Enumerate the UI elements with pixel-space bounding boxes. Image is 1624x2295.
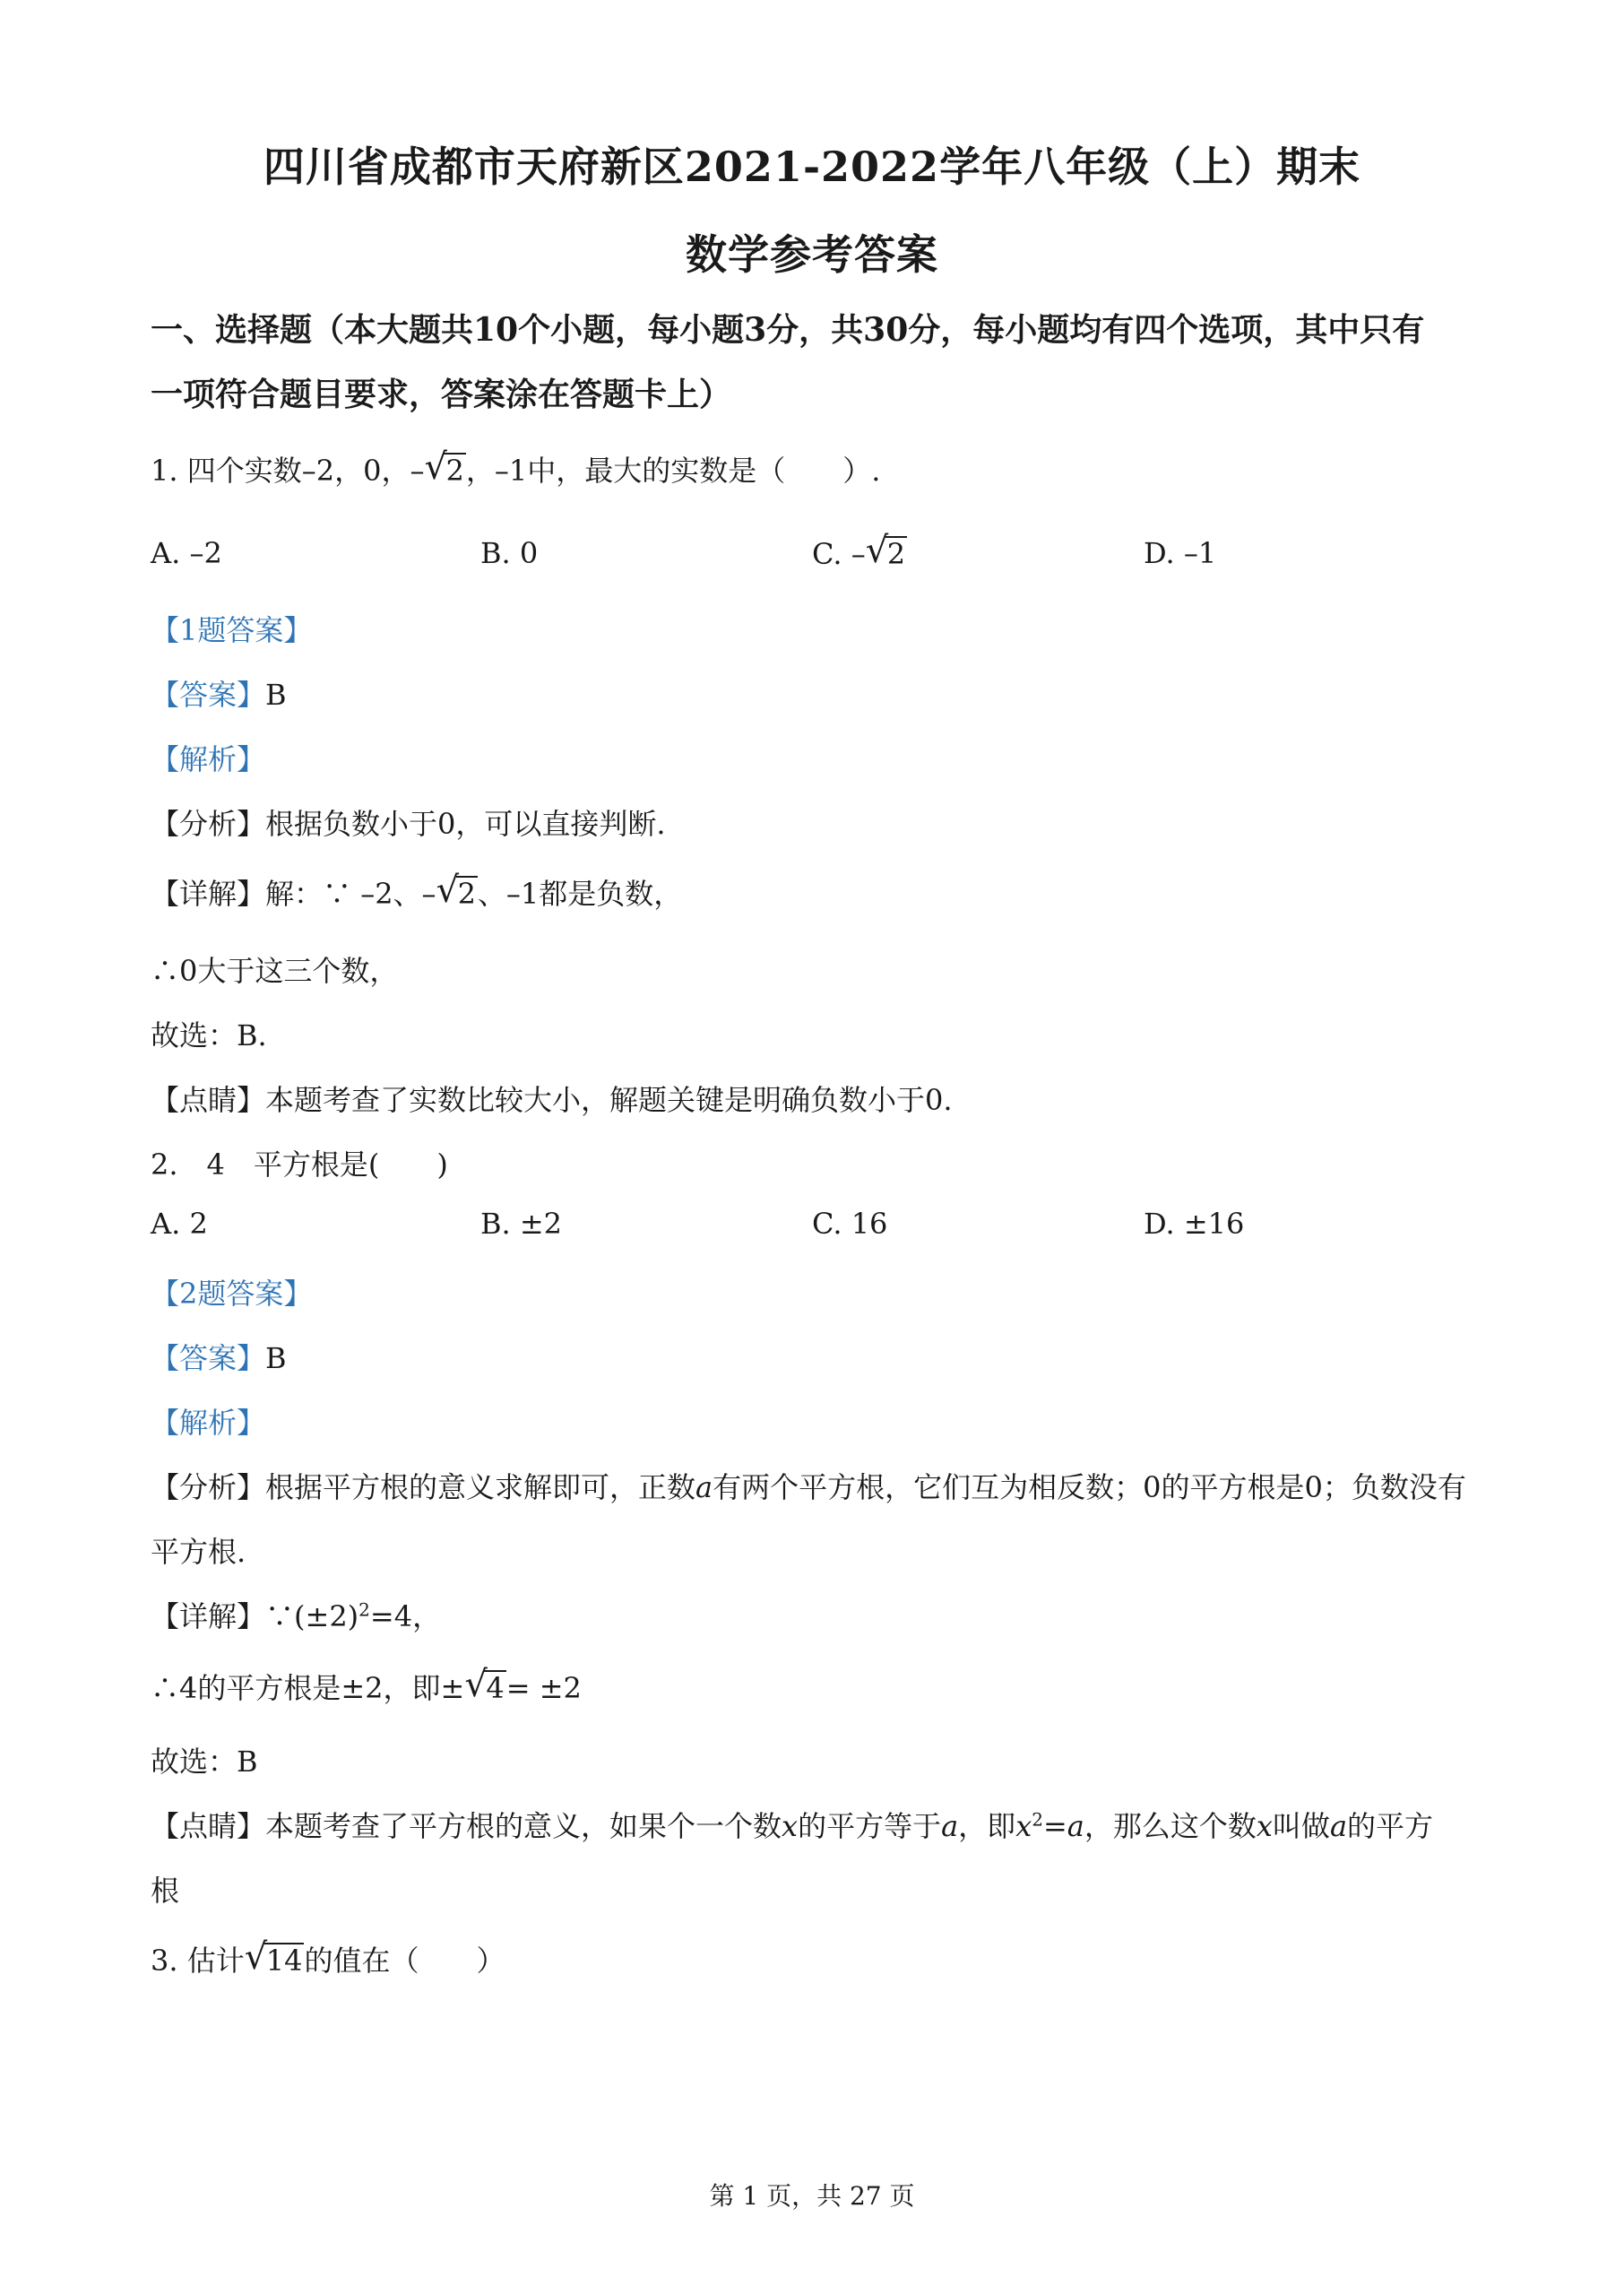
q2-xiangjie: 【详解】$\because(\pm 2)^2=4$， — [151, 1598, 442, 1633]
q1-option-b: B. 0 — [480, 536, 539, 570]
q2-option-a: A. 2 — [151, 1207, 208, 1241]
q1-option-c: C. – √ 2 — [812, 530, 906, 571]
q2-fenxi-cont: 平方根. — [151, 1535, 246, 1569]
q1-analysis-tag: 【解析】 — [151, 742, 266, 776]
q3-stem: 3. 估计 √ 14的值在（ ） — [151, 1936, 505, 1978]
q2-analysis-tag: 【解析】 — [151, 1406, 266, 1440]
page-footer: 第 1 页，共 27 页 — [709, 2181, 915, 2211]
q1-line2: 故选：B. — [151, 1018, 267, 1052]
doc-title: 四川省成都市天府新区2021-2022学年八年级（上）期末 — [263, 143, 1361, 191]
q2-answer-tag: 【2题答案】 — [151, 1277, 313, 1311]
q2-dianjing-cont: 根 — [151, 1874, 180, 1908]
q1-option-a: A. –2 — [151, 536, 222, 570]
q1-dianjing: 【点睛】本题考查了实数比较大小，解题关键是明确负数小于0. — [151, 1083, 953, 1117]
q2-fenxi: 【分析】根据平方根的意义求解即可，正数a有两个平方根，它们互为相反数；0的平方根是0；负数没有 — [151, 1470, 1466, 1504]
q2-answer: 【答案】B — [151, 1341, 287, 1375]
q2-option-d: D. ±16 — [1144, 1207, 1245, 1241]
q2-option-c: C. 16 — [812, 1207, 888, 1241]
q2-dianjing: 【点睛】本题考查了平方根的意义，如果个一个数x的平方等于a，即$x^2=a$，那么这个数x叫做a的平方 — [151, 1808, 1434, 1843]
q1-answer-tag: 【1题答案】 — [151, 613, 313, 647]
q1-option-d: D. –1 — [1144, 536, 1217, 570]
sqrt-symbol: √ 2 — [424, 446, 464, 488]
q2-option-b: B. ±2 — [480, 1207, 563, 1241]
q1-line1: ∴0大于这三个数， — [151, 954, 399, 988]
q1-fenxi: 【分析】根据负数小于0，可以直接判断. — [151, 807, 666, 841]
q2-line2: 故选：B — [151, 1745, 258, 1779]
q1-xiangjie: 【详解】解：∵ –2、– √ 2、–1都是负数， — [151, 870, 683, 911]
section-heading-cont: 一项符合题目要求，答案涂在答题卡上） — [151, 376, 732, 413]
section-heading: 一、选择题（本大题共10个小题，每小题3分，共30分，每小题均有四个选项，其中只有 — [151, 311, 1425, 349]
doc-subtitle: 数学参考答案 — [686, 230, 938, 279]
q1-answer: 【答案】B — [151, 678, 287, 712]
q2-line1: ∴4的平方根是±2，即± √ 4= ±2 — [151, 1664, 582, 1705]
q1-stem: 1. 四个实数–2，0，– √ 2，–1中，最大的实数是（ ）. — [151, 446, 881, 488]
q2-stem: 2. 4 平方根是( ) — [151, 1148, 448, 1182]
